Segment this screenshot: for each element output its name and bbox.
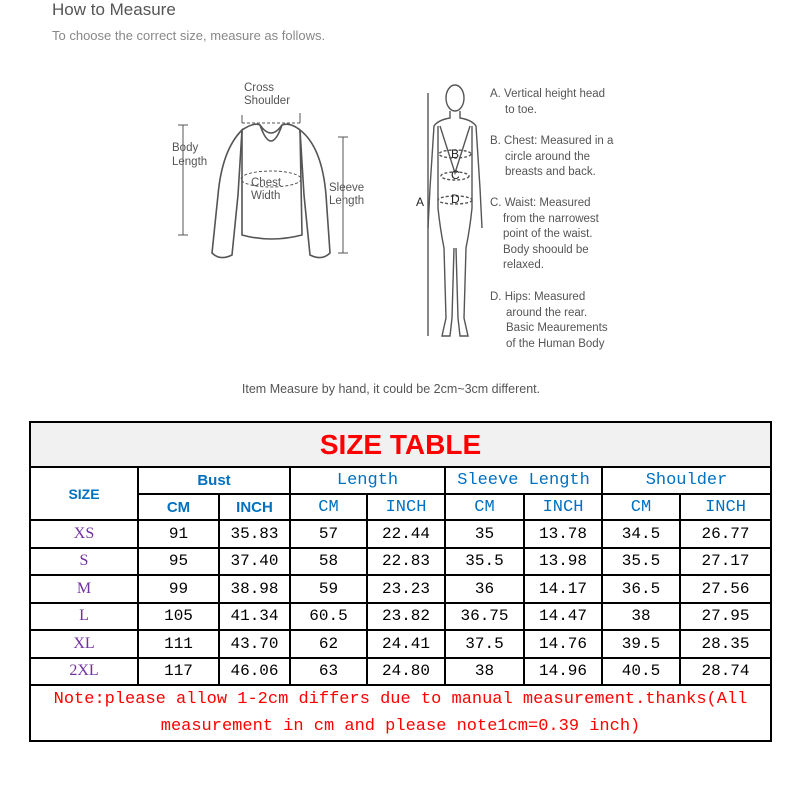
value-cell: 14.47 (524, 603, 602, 631)
value-cell: 14.96 (524, 658, 602, 686)
value-cell: 22.83 (367, 548, 445, 576)
guide-c-line: C. Waist: Measured (490, 197, 591, 209)
value-cell: 62 (290, 630, 367, 658)
group-header: Sleeve Length (445, 467, 602, 494)
marker-b: B (451, 147, 460, 161)
value-cell: 111 (138, 630, 219, 658)
value-cell: 24.41 (367, 630, 445, 658)
guide-d-line: of the Human Body (506, 337, 605, 350)
marker-c: C (451, 168, 460, 182)
cross-shoulder-label-1: Cross (244, 82, 275, 94)
table-row (30, 658, 771, 686)
guide-c (490, 196, 599, 274)
guide-a-line: A. Vertical height head (490, 88, 606, 100)
value-cell: 36 (445, 575, 524, 603)
cross-shoulder-label-2: Shoulder (244, 95, 291, 107)
value-cell: 59 (290, 575, 367, 603)
value-cell: 41.34 (219, 603, 290, 631)
sleeve-length-label-2: Length (329, 195, 365, 207)
value-cell: 38 (602, 603, 680, 631)
body-length-label-1: Body (172, 142, 199, 154)
measure-note: Item Measure by hand, it could be 2cm~3cm different. (241, 382, 541, 396)
group-header: Length (290, 467, 445, 494)
value-cell: 95 (138, 548, 219, 576)
body-illustration (410, 78, 490, 348)
guide-d-line: Basic Meaurements (506, 322, 608, 334)
chest-width-label-1: Chest (251, 177, 282, 189)
value-cell: 34.5 (602, 520, 680, 548)
value-cell: 27.56 (680, 575, 771, 603)
value-cell: 28.74 (680, 658, 771, 686)
guide-d (490, 290, 608, 352)
value-cell: 57 (290, 520, 367, 548)
size-cell: S (30, 548, 138, 576)
unit-header: CM (602, 494, 680, 520)
value-cell: 24.80 (367, 658, 445, 686)
size-cell: 2XL (30, 658, 138, 686)
size-cell: L (30, 603, 138, 631)
value-cell: 38.98 (219, 575, 290, 603)
size-rows (30, 520, 771, 685)
value-cell: 35.5 (445, 548, 524, 576)
guide-c-line: from the narrowest (503, 212, 599, 225)
value-cell: 13.98 (524, 548, 602, 576)
value-cell: 22.44 (367, 520, 445, 548)
size-note: Note:please allow 1-2cm differs due to manual measurement.thanks(All measurement in cm and please note1cm=0.39 inch) (30, 685, 771, 741)
value-cell: 38 (445, 658, 524, 686)
table-row (30, 520, 771, 548)
unit-header: CM (138, 494, 219, 520)
guide-c-line: point of the waist. (503, 228, 593, 240)
page-title: How to Measure (52, 0, 176, 19)
unit-header: CM (445, 494, 524, 520)
value-cell: 105 (138, 603, 219, 631)
value-cell: 23.82 (367, 603, 445, 631)
value-cell: 117 (138, 658, 219, 686)
sleeve-length-label-1: Sleeve (329, 182, 365, 194)
table-row (30, 548, 771, 576)
chest-width-label-2: Width (251, 190, 281, 202)
unit-header: INCH (680, 494, 771, 520)
value-cell: 36.5 (602, 575, 680, 603)
guide-a (490, 87, 605, 118)
guide-b-line: circle around the (505, 150, 591, 163)
value-cell: 35 (445, 520, 524, 548)
guide-d-line: around the rear. (506, 306, 588, 319)
unit-header: CM (290, 494, 367, 520)
value-cell: 27.17 (680, 548, 771, 576)
size-header: SIZE (30, 467, 138, 520)
marker-a: A (416, 195, 425, 209)
value-cell: 14.76 (524, 630, 602, 658)
value-cell: 60.5 (290, 603, 367, 631)
guide-c-line: relaxed. (503, 259, 544, 271)
unit-header: INCH (219, 494, 290, 520)
value-cell: 37.40 (219, 548, 290, 576)
value-cell: 99 (138, 575, 219, 603)
unit-header: INCH (367, 494, 445, 520)
table-row (30, 603, 771, 631)
group-header: Bust (138, 467, 290, 494)
guide-b-line: breasts and back. (505, 166, 596, 178)
guide-a-line: to toe. (505, 103, 537, 116)
value-cell: 39.5 (602, 630, 680, 658)
value-cell: 23.23 (367, 575, 445, 603)
page-subtitle: To choose the correct size, measure as follows. (52, 28, 326, 43)
size-table-title: SIZE TABLE (30, 422, 771, 467)
guide-b-line: B. Chest: Measured in a (490, 135, 614, 147)
unit-header: INCH (524, 494, 602, 520)
value-cell: 43.70 (219, 630, 290, 658)
value-cell: 26.77 (680, 520, 771, 548)
guide-c-line: Body shoould be (503, 243, 589, 256)
value-cell: 13.78 (524, 520, 602, 548)
measure-diagram (150, 75, 450, 350)
size-table (29, 421, 772, 742)
value-cell: 27.95 (680, 603, 771, 631)
value-cell: 58 (290, 548, 367, 576)
guide-b (490, 134, 613, 181)
value-cell: 35.83 (219, 520, 290, 548)
value-cell: 36.75 (445, 603, 524, 631)
guide-d-line: D. Hips: Measured (490, 291, 586, 303)
size-cell: M (30, 575, 138, 603)
group-header: Shoulder (602, 467, 771, 494)
value-cell: 63 (290, 658, 367, 686)
value-cell: 28.35 (680, 630, 771, 658)
value-cell: 46.06 (219, 658, 290, 686)
value-cell: 14.17 (524, 575, 602, 603)
value-cell: 91 (138, 520, 219, 548)
size-cell: XL (30, 630, 138, 658)
value-cell: 40.5 (602, 658, 680, 686)
value-cell: 37.5 (445, 630, 524, 658)
size-cell: XS (30, 520, 138, 548)
value-cell: 35.5 (602, 548, 680, 576)
table-row (30, 575, 771, 603)
marker-d: D (451, 192, 460, 206)
table-row (30, 630, 771, 658)
body-length-label-2: Length (172, 156, 208, 168)
